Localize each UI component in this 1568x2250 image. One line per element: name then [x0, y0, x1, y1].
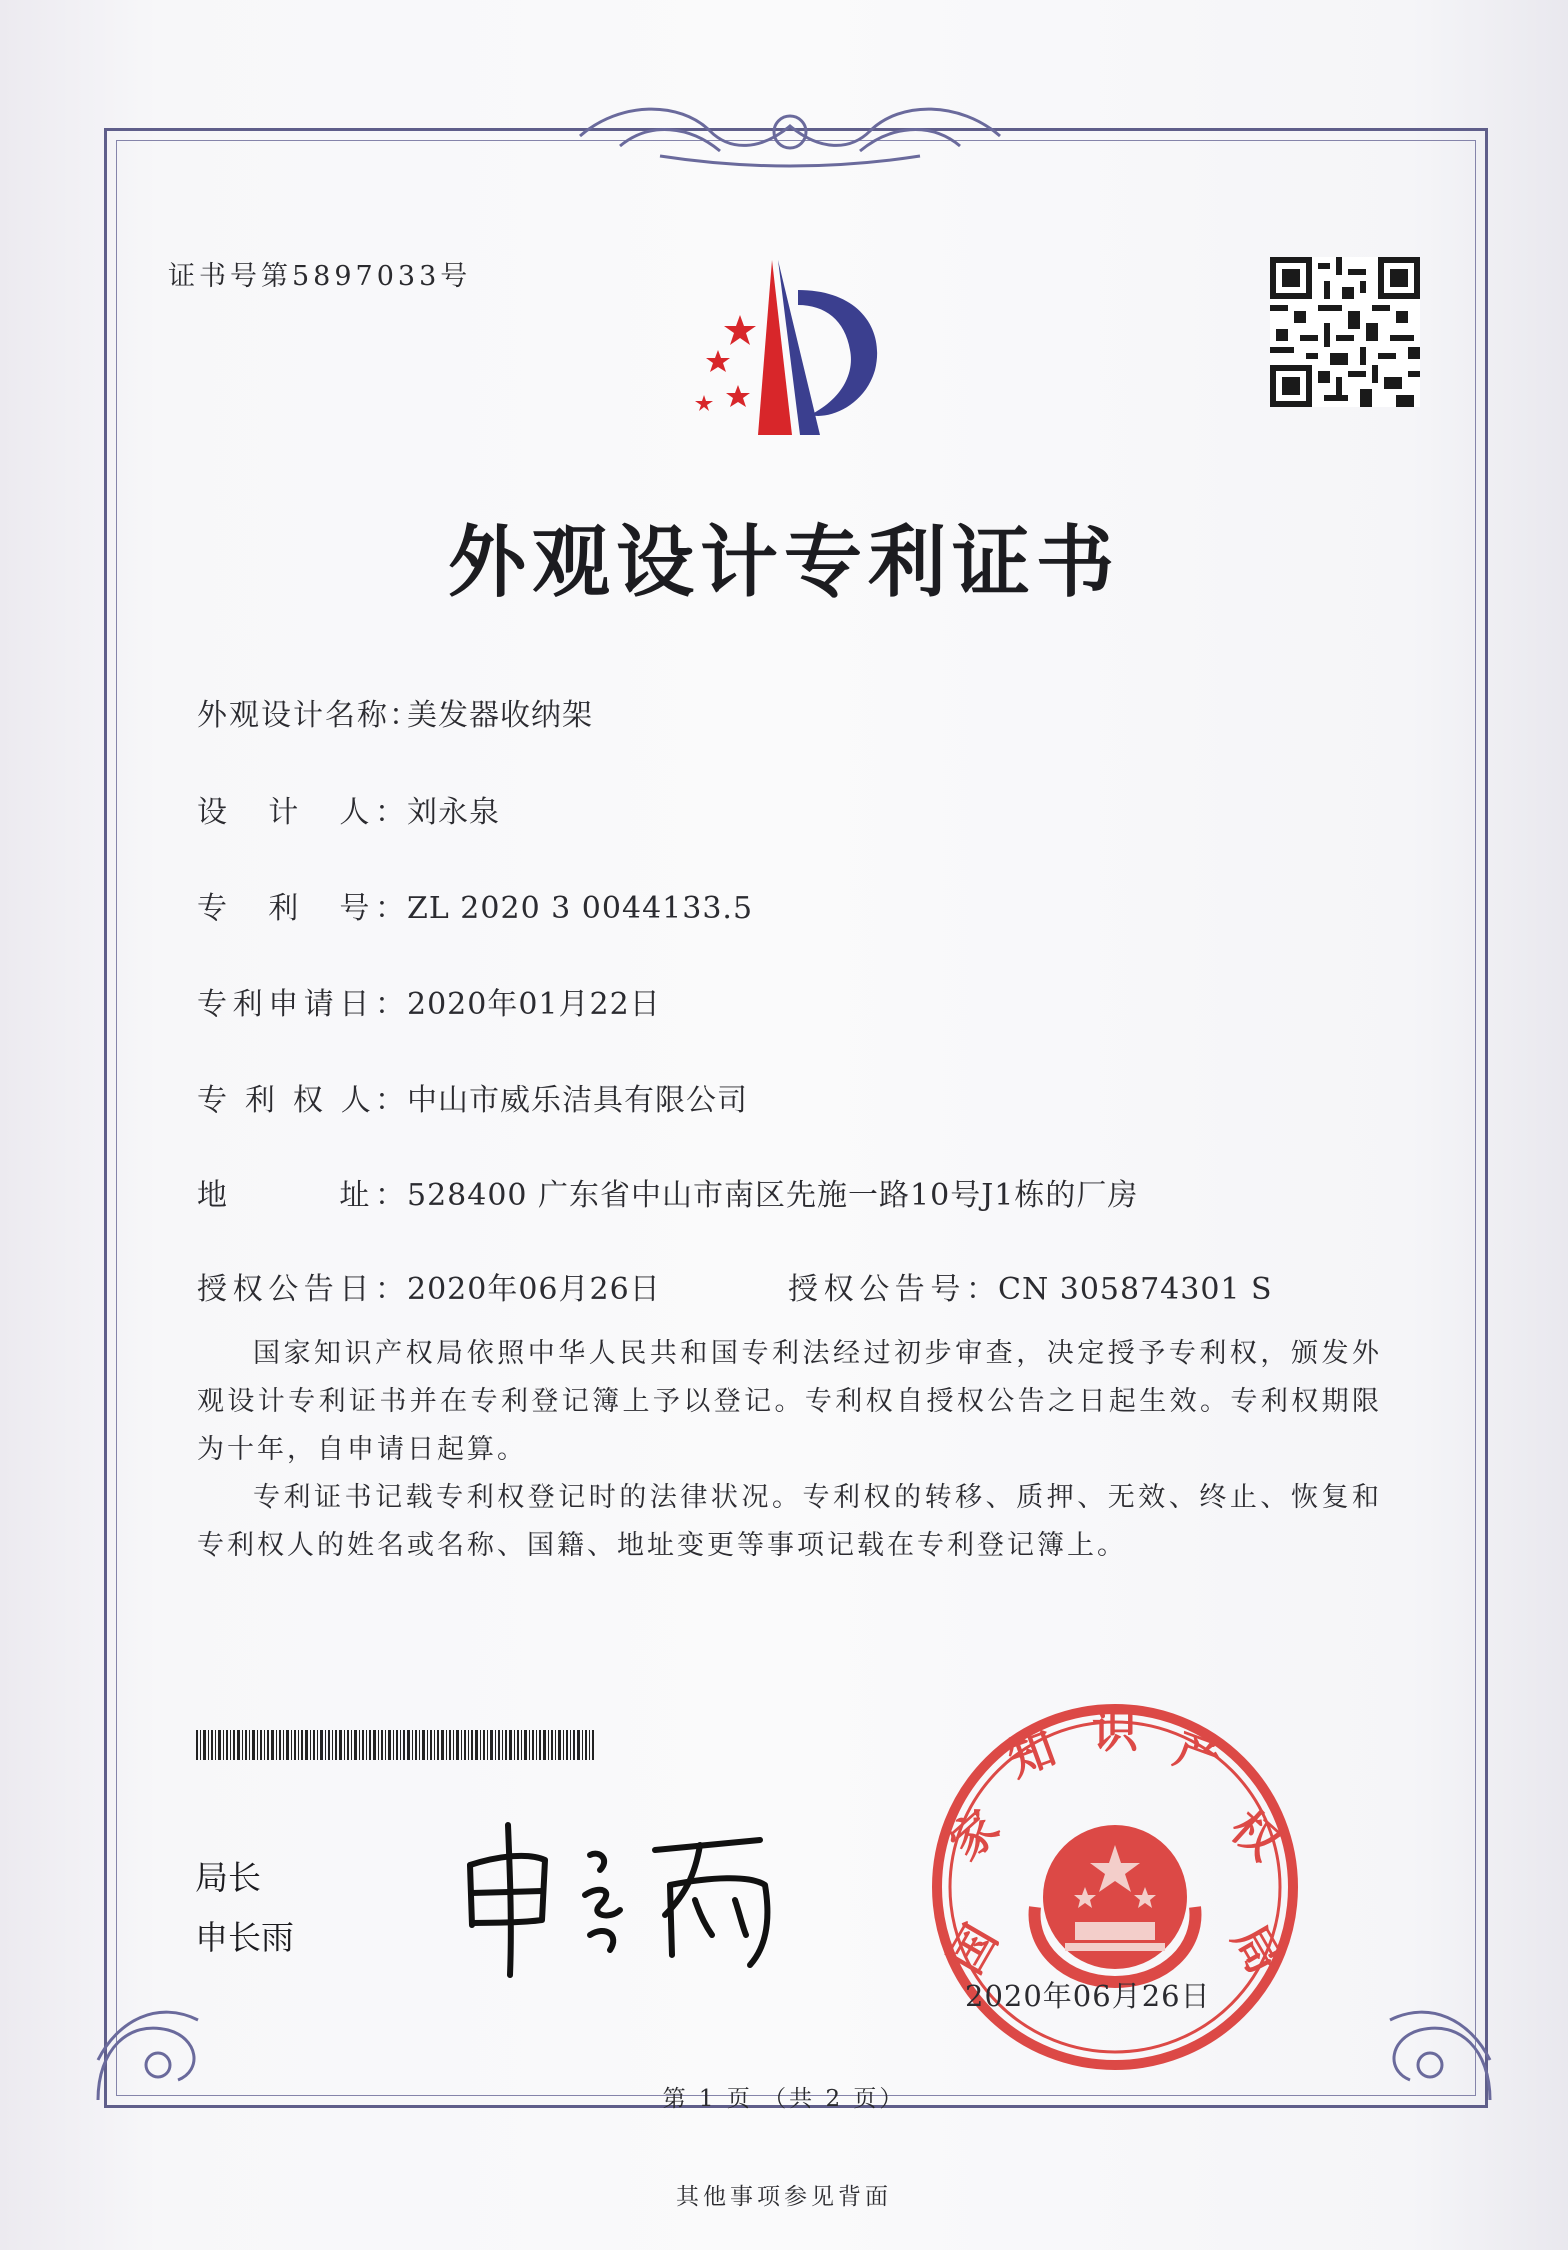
field-label: 专 利 号： [197, 891, 407, 926]
certificate-number: 证书号第5897033号 [168, 261, 472, 292]
field-label: 专 利 权 人： [197, 1083, 407, 1118]
svg-text:识: 识 [1092, 1704, 1138, 1758]
field-label: 专利申请日： [197, 987, 407, 1022]
paragraph-grant-statement: 国家知识产权局依照中华人民共和国专利法经过初步审查，决定授予专利权，颁发外观设计专利证书并在专利登记簿上予以登记。专利权自授权公告之日起生效。专利权期限为十年，自申请日起算。 [197, 1338, 1382, 1465]
field-value: 刘永泉 [407, 795, 500, 830]
page-number: 第 1 页 （共 2 页） [662, 2086, 906, 2112]
top-ornament [560, 96, 1020, 176]
footer-note: 其他事项参见背面 [676, 2184, 892, 2210]
field-value: ZL 2020 3 0044133.5 [407, 891, 754, 926]
barcode [196, 1730, 594, 1760]
field-label: 地 址： [197, 1178, 407, 1213]
field-value: 美发器收纳架 [407, 698, 593, 733]
field-label: 外观设计名称： [197, 698, 421, 733]
svg-text:局: 局 [1221, 1915, 1292, 1983]
field-design-name [197, 690, 593, 734]
page-title: 外观设计专利证书 [447, 517, 1120, 608]
signatory-role: 局长 [195, 1858, 261, 1897]
field-grant-date [197, 1264, 661, 1308]
field-value: 2020年01月22日 [407, 987, 661, 1022]
svg-text:国: 国 [938, 1915, 1009, 1983]
seal-date: 2020年06月26日 [965, 1979, 1211, 2013]
field-label: 授权公告日： [197, 1272, 407, 1307]
qr-code [1270, 257, 1420, 407]
body-text [197, 1330, 1382, 1570]
official-seal [925, 1697, 1305, 2077]
svg-text:权: 权 [1220, 1799, 1291, 1871]
cnipa-emblem-icon [680, 250, 920, 440]
field-patent-number [197, 883, 753, 927]
field-patentee [197, 1075, 748, 1119]
svg-text:知: 知 [1000, 1720, 1063, 1788]
field-label: 授权公告号： [788, 1272, 998, 1307]
field-announcement-number [788, 1264, 1273, 1308]
signatory-name: 申长雨 [195, 1918, 294, 1957]
field-designer [197, 787, 500, 831]
field-value: 528400 广东省中山市南区先施一路10号J1栋的厂房 [407, 1178, 1139, 1213]
field-address [197, 1170, 1138, 1214]
svg-text:产: 产 [1167, 1720, 1230, 1788]
svg-text:家: 家 [939, 1799, 1010, 1871]
field-value: 2020年06月26日 [407, 1272, 661, 1307]
field-label: 设 计 人： [197, 795, 407, 830]
field-value: CN 305874301 S [998, 1272, 1273, 1307]
paragraph-legal-status: 专利证书记载专利权登记时的法律状况。专利权的转移、质押、无效、终止、恢复和专利权人的姓名或名称、国籍、地址变更等事项记载在专利登记簿上。 [197, 1482, 1382, 1561]
field-value: 中山市威乐洁具有限公司 [407, 1083, 748, 1118]
field-application-date [197, 979, 661, 1023]
handwritten-signature [450, 1805, 790, 1985]
